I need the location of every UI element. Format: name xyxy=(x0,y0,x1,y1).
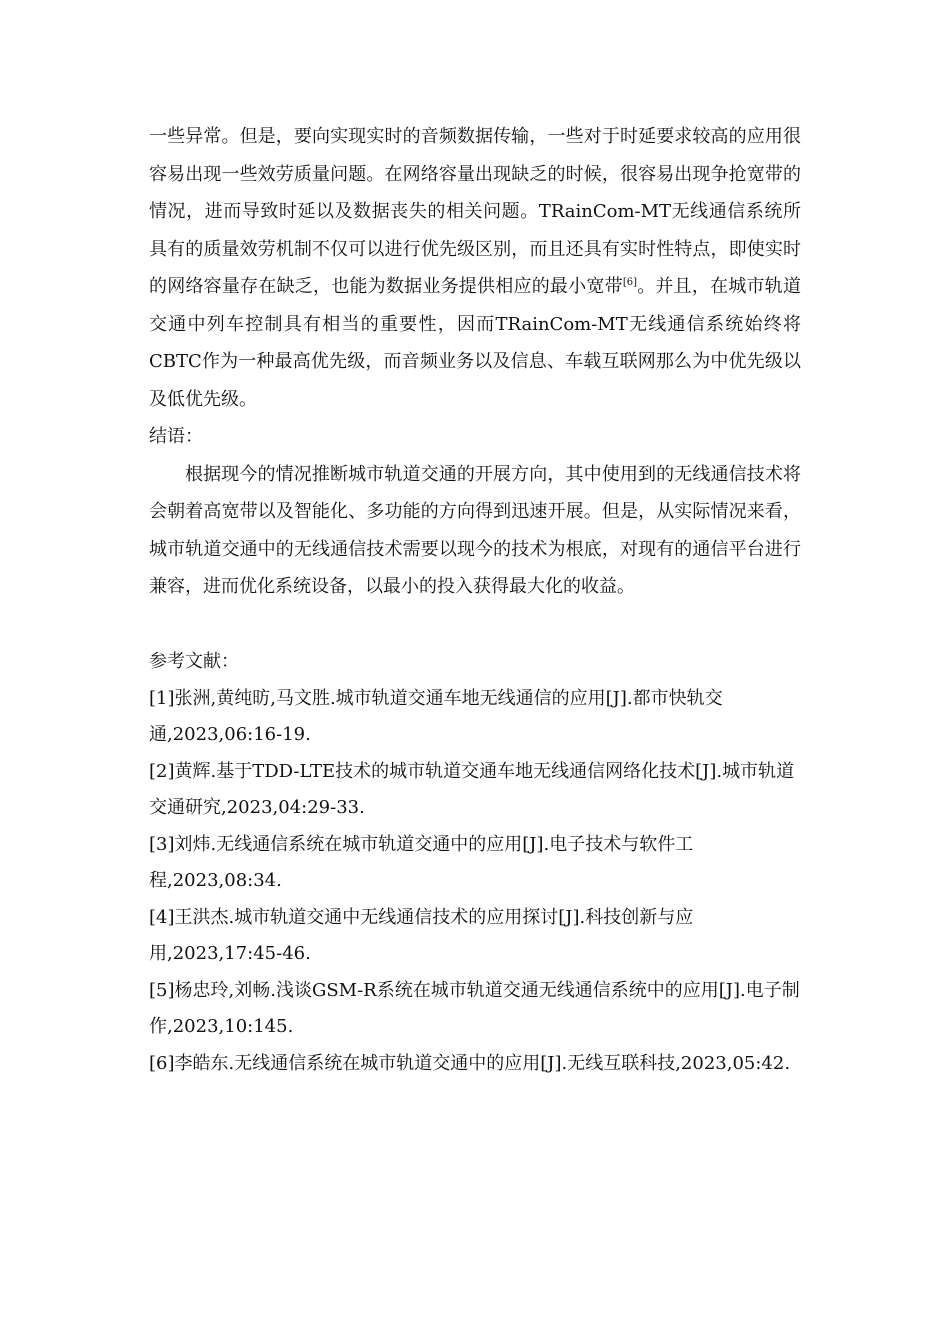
conclusion-heading: 结语： xyxy=(149,426,203,447)
body-paragraph-text-continued: 。并且，在城市轨道交通中列车控制具有相当的重要性，因而TRainCom-MT无线通信系统始终将CBTC作为一种最高优先级，而音频业务以及信息、车载互联网那么为中优先级以及低优先级。 xyxy=(149,276,801,410)
reference-item: [1]张洲,黄纯昉,马文胜.城市轨道交通车地无线通信的应用[J].都市快轨交通,2023,06:16-19. xyxy=(149,687,723,745)
references-heading: 参考文献： xyxy=(149,651,239,672)
reference-item: [6]李皓东.无线通信系统在城市轨道交通中的应用[J].无线互联科技,2023,05:42. xyxy=(149,1052,791,1074)
citation-marker: [6] xyxy=(622,277,637,288)
conclusion-paragraph: 根据现今的情况推断城市轨道交通的开展方向，其中使用到的无线通信技术将会朝着高宽带以及智能化、多功能的方向得到迅速开展。但是，从实际情况来看，城市轨道交通中的无线通信技术需要以现今的技术为根底，对现有的通信平台进行兼容，进而优化系统设备，以最小的投入获得最大化的收益。 xyxy=(149,463,801,597)
reference-item: [4]王洪杰.城市轨道交通中无线通信技术的应用探讨[J].科技创新与应用,2023,17:45-46. xyxy=(149,906,694,964)
references-list xyxy=(149,681,801,1083)
body-paragraph xyxy=(149,118,801,418)
document-page xyxy=(149,118,801,1082)
section-spacer xyxy=(149,606,801,644)
reference-item: [3]刘炜.无线通信系统在城市轨道交通中的应用[J].电子技术与软件工程,2023,08:34. xyxy=(149,833,694,891)
reference-item: [2]黄辉.基于TDD-LTE技术的城市轨道交通车地无线通信网络化技术[J].城市轨道交通研究,2023,04:29-33. xyxy=(149,760,795,818)
reference-item: [5]杨忠玲,刘畅.浅谈GSM-R系统在城市轨道交通无线通信系统中的应用[J].电子制作,2023,10:145. xyxy=(149,979,800,1037)
body-paragraph-text: 一些异常。但是，要向实现实时的音频数据传输，一些对于时延要求较高的应用很容易出现一些效劳质量问题。在网络容量出现缺乏的时候，很容易出现争抢宽带的情况，进而导致时延以及数据丧失的相关问题。TRainCom-MT无线通信系统所具有的质量效劳机制不仅可以进行优先级区别，而且还具有实时性特点，即使实时的网络容量存在缺乏，也能为数据业务提供相应的最小宽带 xyxy=(149,126,801,297)
